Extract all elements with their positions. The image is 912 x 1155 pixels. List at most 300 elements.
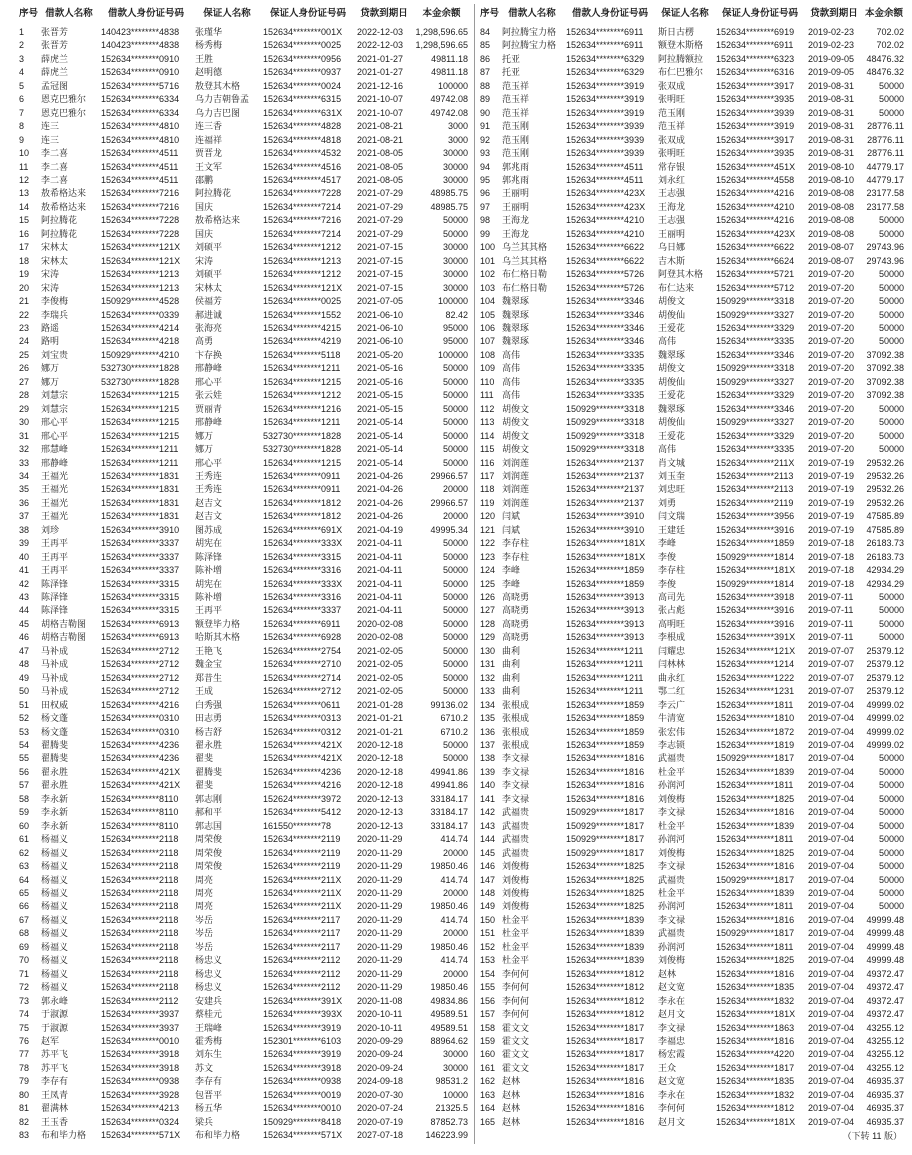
guarantor-id: 152634********1810 [716,713,795,724]
row-number: 124 [480,565,496,576]
table-row [17,80,470,93]
table-row [478,66,906,79]
table-row [17,1116,470,1129]
due-date: 2020-02-08 [357,618,404,629]
borrower-id: 152634********1831 [101,470,180,481]
table-row [17,241,470,254]
principal-balance: 48985.75 [430,201,468,212]
row-number: 10 [19,148,30,159]
principal-balance: 26183.73 [866,538,904,549]
borrower-id: 152634********1825 [566,874,645,885]
principal-balance: 50000 [878,861,904,872]
borrower-id: 152634********3315 [101,578,180,589]
borrower-name: 路明 [41,336,60,347]
principal-balance: 100000 [437,296,468,307]
borrower-id: 152634********2137 [566,470,645,481]
row-number: 96 [480,188,491,199]
table-row [478,53,906,66]
borrower-name: 王福光 [41,497,69,508]
principal-balance: 23177.58 [866,201,904,212]
guarantor-name: 乌力吉巴图 [195,107,241,118]
row-number: 13 [19,188,30,199]
borrower-id: 152634********1812 [566,982,645,993]
due-date: 2019-07-20 [808,282,855,293]
borrower-name: 张晋芳 [41,27,69,37]
row-number: 17 [19,242,30,253]
guarantor-name: 王秀连 [195,484,223,495]
guarantor-name: 乌力吉朝鲁孟 [195,94,250,105]
table-row [17,66,470,79]
due-date: 2021-07-29 [357,215,404,226]
due-date: 2019-07-04 [808,834,855,845]
principal-balance: 50000 [878,430,904,441]
borrower-id: 152634********1825 [566,901,645,912]
borrower-id: 152634********4810 [101,134,180,145]
guarantor-id: 152634********7214 [263,201,342,212]
due-date: 2020-12-18 [357,766,404,777]
table-row [478,954,906,967]
principal-balance: 50000 [878,874,904,885]
borrower-name: 赵林 [502,1089,521,1100]
borrower-name: 李峰 [502,565,521,576]
guarantor-name: 王志强 [658,188,686,199]
due-date: 2021-06-10 [357,322,404,333]
guarantor-id: 152634********4216 [716,188,795,199]
due-date: 2019-07-04 [808,713,855,724]
due-date: 2021-02-05 [357,645,404,656]
table-row [478,685,906,698]
borrower-id: 152634********1816 [566,1116,645,1127]
right-loan-table [478,4,906,1129]
due-date: 2021-04-11 [357,551,403,562]
row-number: 114 [480,430,495,441]
borrower-name: 恩克巴雅尔 [41,107,87,118]
borrower-name: 阿拉腾花 [41,228,78,239]
borrower-id: 152634********1211 [101,444,179,455]
borrower-id: 152634********0010 [101,1035,180,1046]
borrower-name: 宋涛 [41,282,60,293]
due-date: 2019-07-20 [808,322,855,333]
guarantor-id: 152634********333X [263,538,343,549]
borrower-name: 杨福义 [41,847,69,858]
due-date: 2020-12-18 [357,740,404,751]
guarantor-name: 张明旺 [658,94,686,105]
borrower-id: 152634********3913 [566,632,645,643]
guarantor-id: 152634********1812 [716,1103,795,1114]
borrower-id: 152634********3337 [101,565,180,576]
due-date: 2020-09-29 [357,1035,404,1046]
borrower-name: 马补成 [41,659,69,670]
principal-balance: 25379.12 [866,672,904,683]
column-header-due-date: 贷款到期日 [810,8,858,19]
borrower-name: 胡格吉勒图 [41,618,87,629]
due-date: 2019-08-31 [808,107,855,118]
principal-balance: 50000 [878,766,904,777]
guarantor-name: 白秀强 [195,699,223,710]
borrower-id: 152634********6334 [101,107,180,118]
table-row [17,847,470,860]
guarantor-name: 周荣俊 [195,834,223,845]
guarantor-name: 常存银 [658,161,686,172]
guarantor-id: 152634********3917 [716,134,795,145]
guarantor-id: 150929********1814 [716,578,795,589]
guarantor-id: 532730********1828 [263,430,342,441]
table-row [478,26,906,39]
guarantor-name: 岑岳 [195,941,214,952]
table-row [478,403,906,416]
borrower-name: 杜金平 [502,914,530,925]
table-row [17,524,470,537]
principal-balance: 30000 [442,161,468,172]
principal-balance: 50000 [442,686,468,697]
table-row [478,524,906,537]
row-number: 109 [480,363,496,374]
principal-balance: 50000 [442,551,468,562]
due-date: 2019-02-23 [808,40,855,51]
due-date: 2021-07-15 [357,282,404,293]
principal-balance: 30000 [442,1062,468,1073]
borrower-name: 胡俊文 [502,444,530,455]
borrower-name: 刘俊梅 [502,874,530,885]
borrower-name: 翟腾斐 [41,740,69,751]
row-number: 120 [480,511,496,522]
borrower-id: 152634********571X [101,1130,181,1141]
borrower-id: 152634********1211 [566,659,644,670]
due-date: 2021-04-19 [357,524,404,535]
guarantor-id: 152634********6323 [716,53,795,64]
borrower-name: 魏翠琢 [502,322,530,333]
due-date: 2020-12-13 [357,807,404,818]
borrower-id: 152634********3346 [566,309,645,320]
column-header-guarantor-name: 保证人名称 [203,8,251,19]
borrower-id: 152634********8110 [101,807,179,818]
guarantor-name: 王志强 [658,215,686,226]
borrower-id: 152634********3919 [566,80,645,91]
borrower-id: 152634********1816 [566,793,645,804]
table-row [478,430,906,443]
guarantor-name: 张海亮 [195,322,223,333]
due-date: 2019-07-20 [808,444,855,455]
table-row [478,1048,906,1061]
guarantor-name: 刘硕平 [195,269,223,280]
row-number: 65 [19,888,30,898]
row-number: 139 [480,766,496,777]
row-number: 136 [480,726,496,737]
table-row [17,187,470,200]
guarantor-name: 赵月文 [658,1116,686,1127]
due-date: 2020-11-29 [357,968,403,979]
guarantor-name: 王艳飞 [195,645,223,656]
due-date: 2021-05-14 [357,430,404,441]
principal-balance: 49811.18 [431,53,468,64]
guarantor-id: 152634********0025 [263,40,342,51]
row-number: 112 [480,403,495,414]
guarantor-id: 152634********421X [263,753,343,764]
borrower-id: 152634********4511 [101,174,179,185]
guarantor-name: 郭志刚 [195,793,223,804]
principal-balance: 50000 [442,632,468,643]
row-number: 62 [19,847,30,858]
table-row [478,833,906,846]
due-date: 2021-05-15 [357,403,404,414]
guarantor-id: 152634********1812 [263,511,342,522]
row-number: 19 [19,269,30,280]
principal-balance: 37092.38 [866,349,904,360]
guarantor-name: 武福贵 [658,753,686,764]
guarantor-name: 连三香 [195,121,223,132]
guarantor-id: 152634********2119 [263,861,341,872]
table-row [478,201,906,214]
table-row [478,591,906,604]
due-date: 2019-07-04 [808,928,855,939]
principal-balance: 50000 [442,565,468,576]
borrower-id: 152634********3939 [566,121,645,132]
borrower-id: 152634********1816 [566,753,645,764]
principal-balance: 29743.96 [866,242,904,253]
row-number: 102 [480,269,496,280]
guarantor-id: 152634********2117 [263,941,341,952]
due-date: 2019-08-31 [808,148,855,159]
principal-balance: 3000 [447,134,468,145]
guarantor-name: 布和毕力格 [195,1130,241,1141]
borrower-id: 152634********4210 [566,228,645,239]
principal-balance: 49941.86 [430,780,468,791]
borrower-id: 152634********421X [101,766,181,777]
guarantor-name: 魏翠琢 [658,403,686,414]
table-row [17,1062,470,1075]
guarantor-id: 152634********121X [263,282,343,293]
principal-balance: 26183.73 [866,551,904,562]
table-row [17,914,470,927]
column-header-borrower-id: 借款人身份证号码 [571,8,648,19]
due-date: 2020-12-13 [357,793,404,804]
guarantor-id: 152634********1816 [716,914,795,925]
borrower-name: 王凤青 [41,1089,69,1100]
table-row [17,1035,470,1048]
table-row [478,470,906,483]
borrower-id: 152634********181X [566,538,646,549]
due-date: 2021-07-05 [357,296,404,307]
guarantor-id: 161550********78 [263,820,332,831]
column-header-principal-balance: 本金余额 [422,8,461,19]
guarantor-name: 刘俊梅 [658,955,686,966]
row-number: 92 [480,134,491,145]
guarantor-id: 152634********3918 [263,1062,342,1073]
principal-balance: 30000 [442,1049,468,1060]
borrower-name: 乌兰其其格 [502,255,548,266]
borrower-id: 152634********3918 [101,1062,180,1073]
guarantor-id: 152634********6919 [716,27,795,37]
due-date: 2019-07-07 [808,672,855,683]
borrower-name: 高晓勇 [502,618,530,629]
borrower-name: 阿拉腾宝力格 [502,27,557,37]
due-date: 2020-11-29 [357,955,403,966]
guarantor-id: 152634********4215 [263,322,342,333]
guarantor-name: 范玉祥 [658,121,686,132]
principal-balance: 25379.12 [866,645,904,656]
borrower-name: 郭兆雨 [502,174,530,185]
due-date: 2019-07-04 [808,1116,855,1127]
borrower-name: 王福光 [41,470,69,481]
guarantor-name: 赵文宽 [658,982,686,993]
row-number: 104 [480,296,496,307]
borrower-name: 杨福义 [41,955,69,966]
due-date: 2021-02-05 [357,659,404,670]
table-row [17,228,470,241]
table-row [478,645,906,658]
due-date: 2020-09-24 [357,1062,404,1073]
row-number: 36 [19,497,30,508]
due-date: 2019-08-31 [808,94,855,105]
row-number: 147 [480,874,496,885]
guarantor-name: 李文禄 [658,914,686,925]
principal-balance: 49742.08 [430,107,468,118]
guarantor-name: 陈补增 [195,565,223,576]
borrower-name: 王再平 [41,565,69,576]
borrower-id: 152634********1831 [101,484,180,495]
row-number: 125 [480,578,496,589]
table-row [17,860,470,873]
guarantor-id: 152634********1819 [716,740,795,751]
principal-balance: 20000 [442,847,468,858]
guarantor-id: 152634********1211 [263,417,341,428]
due-date: 2019-07-07 [808,659,855,670]
borrower-id: 152634********8110 [101,820,179,831]
row-number: 113 [480,417,495,428]
borrower-id: 152634********1859 [566,726,645,737]
table-row [17,295,470,308]
table-row [17,900,470,913]
table-row [478,860,906,873]
borrower-id: 152634********1215 [101,430,180,441]
guarantor-name: 高明旺 [658,618,686,629]
borrower-name: 魏翠琢 [502,296,530,307]
due-date: 2020-09-24 [357,1049,404,1060]
borrower-id: 152634********6913 [101,632,180,643]
table-row [478,161,906,174]
borrower-id: 152634********1817 [566,1049,645,1060]
borrower-id: 150929********3318 [566,444,645,455]
due-date: 2019-07-04 [808,995,855,1006]
principal-balance: 50000 [878,793,904,804]
table-row [478,349,906,362]
row-number: 38 [19,524,30,535]
principal-balance: 50000 [878,592,904,603]
guarantor-id: 152634********1825 [716,793,795,804]
due-date: 2021-04-11 [357,538,403,549]
due-date: 2022-12-03 [357,40,404,51]
principal-balance: 50000 [878,228,904,239]
guarantor-name: 赵吉文 [195,511,223,522]
borrower-id: 150929********1817 [566,847,645,858]
row-number: 164 [480,1103,496,1114]
row-number: 1 [19,27,25,37]
table-row [478,658,906,671]
principal-balance: 19850.46 [430,982,468,993]
borrower-id: 152634********2137 [566,484,645,495]
guarantor-name: 胡俊文 [658,296,686,307]
borrower-id: 150929********1817 [566,807,645,818]
header-row [17,4,470,24]
borrower-name: 杜金平 [502,955,530,966]
row-number: 33 [19,457,30,468]
table-row [17,1008,470,1021]
row-number: 100 [480,242,496,253]
principal-balance: 414.74 [440,914,468,925]
borrower-name: 高伟 [502,349,521,360]
column-header-guarantor-name: 保证人名称 [661,8,709,19]
guarantor-name: 孙润河 [658,941,686,952]
borrower-name: 李二喜 [41,174,69,185]
row-number: 12 [19,174,30,185]
guarantor-name: 连福祥 [195,134,223,145]
row-number: 49 [19,672,30,683]
borrower-id: 152634********1825 [566,888,645,898]
principal-balance: 414.74 [440,874,468,885]
guarantor-id: 152634********1825 [716,955,795,966]
guarantor-name: 王爱花 [658,322,686,333]
guarantor-id: 152634********3956 [716,511,795,522]
principal-balance: 19850.46 [430,861,468,872]
due-date: 2019-07-04 [808,861,855,872]
borrower-id: 152634********3918 [101,1049,180,1060]
row-number: 68 [19,928,30,939]
principal-balance: 50000 [878,605,904,616]
due-date: 2024-09-18 [357,1076,404,1087]
guarantor-name: 杨宏霞 [658,1049,686,1060]
due-date: 2021-06-10 [357,336,404,347]
principal-balance: 46935.37 [866,1103,904,1114]
borrower-id: 152634********3315 [101,605,180,616]
guarantor-id: 152634********1825 [716,847,795,858]
guarantor-id: 152634********1839 [716,820,795,831]
due-date: 2019-07-04 [808,874,855,885]
guarantor-name: 邢静峰 [195,363,223,374]
borrower-name: 翟腾斐 [41,753,69,764]
due-date: 2020-12-18 [357,753,404,764]
borrower-id: 152634********1213 [101,269,180,280]
borrower-id: 152634********3910 [566,511,645,522]
borrower-name: 刘润莲 [502,470,530,481]
principal-balance: 44779.17 [866,161,904,172]
row-number: 144 [480,834,496,845]
principal-balance: 29966.57 [430,470,468,481]
principal-balance: 20000 [442,928,468,939]
row-number: 52 [19,713,30,724]
principal-balance: 50000 [878,403,904,414]
principal-balance: 50000 [442,457,468,468]
guarantor-name: 刘硕平 [195,242,223,253]
guarantor-id: 152634********1839 [716,888,795,898]
row-number: 60 [19,820,30,831]
guarantor-id: 152634********2119 [263,834,341,845]
due-date: 2019-07-04 [808,753,855,764]
guarantor-name: 李峰 [658,538,677,549]
row-number: 42 [19,578,30,589]
due-date: 2020-11-29 [357,982,403,993]
due-date: 2021-10-07 [357,107,404,118]
principal-balance: 30000 [442,269,468,280]
principal-balance: 49999.48 [866,941,904,952]
table-row [478,389,906,402]
row-number: 78 [19,1062,30,1073]
row-number: 39 [19,538,30,549]
table-row [478,712,906,725]
borrower-id: 152634********4511 [101,148,179,159]
borrower-name: 李存柱 [502,538,530,549]
borrower-name: 曲利 [502,672,521,683]
row-number: 47 [19,645,30,656]
